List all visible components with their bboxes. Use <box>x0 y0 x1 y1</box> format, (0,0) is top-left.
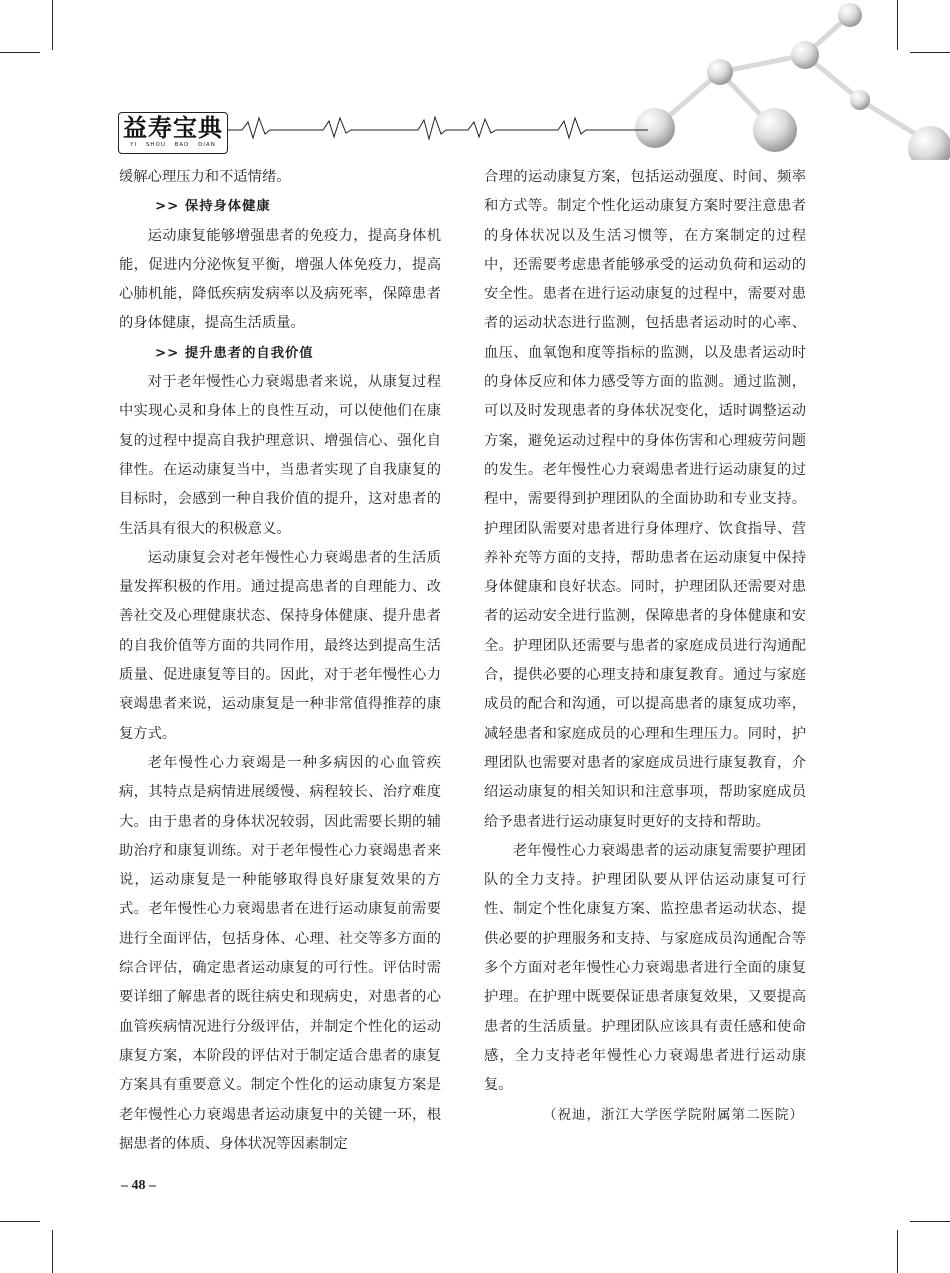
paragraph: 老年慢性心力衰竭是一种多病因的心血管疾病，其特点是病情进展缓慢、病程较长、治疗难度大。由于患者的身体状况较弱，因此需要长期的辅助治疗和康复训练。对于老年慢性心力衰竭患者来说，运动康复是一种能够取得良好康复效果的方式。老年慢性心力衰竭患者在进行运动康复前需要进行全面评估，包括身体、心理、社交等多方面的综合评估，确定患者运动康复的可行性。评估时需要详细了解患者的既往病史和现病史，对患者的心血管疾病情况进行分级评估，并制定个性化的运动康复方案，本阶段的评估对于制定适合患者的康复方案具有重要意义。制定个性化的运动康复方案是老年慢性心力衰竭患者运动康复中的关键一环，根据患者的体质、身体状况等因素制定 <box>119 754 441 1152</box>
paragraph: 运动康复会对老年慢性心力衰竭患者的生活质量发挥积极的作用。通过提高患者的自理能力、改善社交及心理健康状态、保持身体健康、提升患者的自我价值等方面的共同作用，最终达到提高生活质量、促进康复等目的。因此，对于老年慢性心力衰竭患者来说，运动康复是一种非常值得推荐的康复方式。 <box>119 549 441 742</box>
section-heading: >> 保持身体健康 <box>155 199 271 215</box>
paragraph: 老年慢性心力衰竭患者的运动康复需要护理团队的全力支持。护理团队要从评估运动康复可行性、制定个性化康复方案、监控患者运动状态、提供必要的护理服务和支持、与家庭成员沟通配合等多个方面对老年慢性心力衰竭患者进行全面的康复护理。在护理中既要保证患者康复效果，又要提高患者的生活质量。护理团队应该具有责任感和使命感，全力支持老年慢性心力衰竭患者进行运动康复。 <box>484 842 806 1094</box>
crop-mark <box>910 1221 950 1222</box>
crop-mark <box>52 1230 53 1273</box>
author-signature: （祝迪，浙江大学医学院附属第二医院） <box>543 1106 804 1123</box>
page-header <box>0 0 950 160</box>
paragraph: 运动康复能够增强患者的免疫力，提高身体机能，促进内分泌恢复平衡，增强人体免疫力，提高心肺机能，降低疾病发病率以及病死率，保障患者的身体健康，提高生活质量。 <box>119 227 441 332</box>
logo-pinyin: YI SHOU BAO DIAN <box>130 142 216 148</box>
crop-mark <box>0 1221 40 1222</box>
right-column <box>484 163 806 1130</box>
left-column <box>119 163 441 1159</box>
magazine-logo <box>118 112 228 154</box>
page-number: – 48 – <box>121 1178 156 1193</box>
logo-text: 益寿宝典 <box>123 114 223 142</box>
paragraph: 合理的运动康复方案，包括运动强度、时间、频率和方式等。制定个性化运动康复方案时要注意患者的身体状况以及生活习惯等，在方案制定的过程中，还需要考虑患者能够承受的运动负荷和运动的安全性。患者在进行运动康复的过程中，需要对患者的运动状态进行监测，包括患者运动时的心率、血压、血氧饱和度等指标的监测，以及患者运动时的身体反应和体力感受等方面的监测。通过监测，可以及时发现患者的身体状况变化，适时调整运动方案，避免运动过程中的身体伤害和心理疲劳问题的发生。老年慢性心力衰竭患者进行运动康复的过程中，需要得到护理团队的全面协助和专业支持。护理团队需要对患者进行身体理疗、饮食指导、营养补充等方面的支持，帮助患者在运动康复中保持身体健康和良好状态。同时，护理团队还需要对患者的运动安全进行监测，保障患者的身体健康和安全。护理团队还需要与患者的家庭成员进行沟通配合，提供必要的心理支持和康复教育。通过与家庭成员的配合和沟通，可以提高患者的康复成功率，减轻患者和家庭成员的心理和生理压力。同时，护理团队也需要对患者的家庭成员进行康复教育，介绍运动康复的相关知识和注意事项，帮助家庭成员给予患者进行运动康复时更好的支持和帮助。 <box>484 169 806 830</box>
section-heading: >> 提升患者的自我价值 <box>155 345 314 361</box>
paragraph: 缓解心理压力和不适情绪。 <box>119 169 291 185</box>
ecg-line-icon <box>228 112 648 142</box>
paragraph: 对于老年慢性心力衰竭患者来说，从康复过程中实现心灵和身体上的良性互动，可以使他们在康复的过程中提高自我护理意识、增强信心、强化自律性。在运动康复当中，当患者实现了自我康复的目标时，会感到一种自我价值的提升，这对患者的生活具有很大的积极意义。 <box>119 374 441 537</box>
crop-mark <box>897 1230 898 1273</box>
